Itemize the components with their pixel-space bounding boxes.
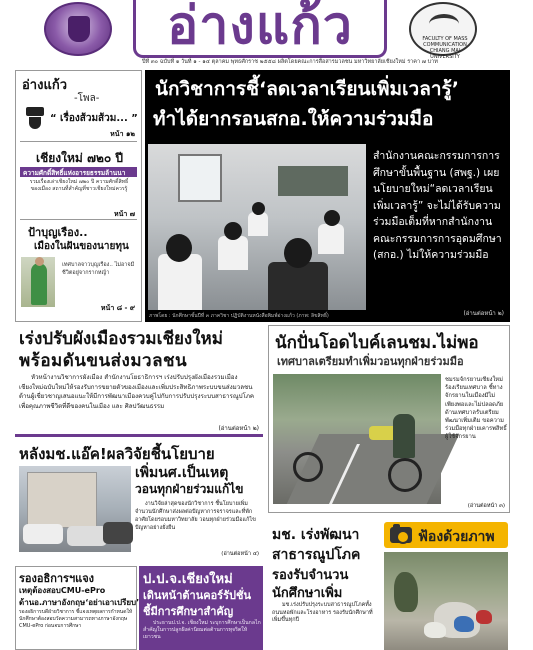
continued-link[interactable]: (อ่านต่อหน้า ๔) — [221, 551, 259, 557]
story-headline[interactable]: นักปั่นโอดไบค์เลนชม.ไม่พอ — [275, 333, 479, 353]
continued-link[interactable]: (อ่านต่อหน้า ๒) — [463, 310, 504, 317]
lead-headline-2[interactable]: ทำได้ยากรอนสกอ.ให้ความร่วมมือ — [153, 108, 434, 130]
story-subheadline: เทศบาลเตรียมทำเพิ่มวอนทุกฝ่ายร่วมมือ — [277, 355, 464, 368]
story-cmu-epro — [15, 566, 140, 650]
story-headline-2[interactable]: พร้อมดันขนส่งมวลชน — [19, 351, 188, 371]
story-headline-2[interactable]: เดินหน้าต้านคอร์รัปชั่น — [143, 589, 251, 602]
story-body: หัวหน้างานวิชาการผังเมือง สำนักงานโยธาธิการฯ เร่งปรับปรุงผังเมืองรวมเมืองเชียงใหม่ฉบับใหม่ให้รองรับการขยายตัวของเมืองและเพิ่มประสิทธิภาพระบบขนส่งมวลชน ด้านผู้เชี่ยวชาญเสนอแนะให้มีการพัฒนาเมืองควบคู่ไปกับการปรับปรุงระบบสาธารณูปโภคเพื่อคุณภาพชีวิตที่ดีของคนในเมือง และ ศิลปวัฒนธรรม — [19, 374, 255, 410]
teaser-subheadline: เมืองในฝันของนายทุน — [34, 241, 129, 252]
bike-lane-photo — [273, 374, 441, 504]
divider — [20, 219, 137, 220]
story-infrastructure — [268, 520, 380, 650]
teaser-headline[interactable]: ป้าบุญเรือง.. — [28, 226, 88, 239]
page-ref: หน้า ๗ — [113, 210, 135, 218]
camera-icon — [390, 527, 412, 543]
divider — [20, 141, 137, 142]
story-headline[interactable]: ป.ป.จ.เชียงใหม่ — [143, 572, 233, 587]
masthead — [0, 0, 533, 66]
story-body: ชมรมจักรยานเชียงใหม่ ร้องเรียนเทศบาล ชี้ทางจักรยานในเมืองมีไม่เพียงพอและไม่ปลอดภัย ด้านเทศบาลรับเตรียมพัฒนาเพิ่มเติม ขอความร่วมมือทุกฝ่ายเคารพสิทธิ์ผู้ใช้จักรยาน — [445, 377, 507, 441]
classroom-photo — [148, 144, 366, 310]
teaser-bar-text: ความศักดิ์สิทธิ์แห่งอารยธรรมล้านนา — [23, 169, 126, 177]
lead-headline[interactable]: นักวิชาการชี้‘ลดเวลาเรียนเพิ่มเวลารู้’ — [155, 78, 459, 100]
teaser-headline[interactable]: เชียงใหม่ ๗๒๐ ปี — [36, 151, 124, 165]
teaser-photo — [21, 257, 55, 307]
toilet-icon — [26, 107, 44, 129]
university-seal-icon — [44, 2, 112, 56]
faculty-logo-text: FACULTY OF MASS COMMUNICATION CHIANG MAI UNIVERSITY — [422, 36, 468, 60]
teaser-text: รวมเรื่องเล่าเชียงใหม่ ๗๒๐ ปี ความศักดิ์สิทธิ์ของเมือง สถานที่สำคัญที่ชาวเชียงใหม่ควรรู้ — [29, 179, 129, 192]
story-headline-4[interactable]: นักศึกษาเพิ่ม — [272, 586, 343, 601]
lead-summary: สำนักงานคณะกรรมการการศึกษาขั้นพื้นฐาน (สพฐ.) เผยนโยบายใหม่“ลดเวลาเรียน เพิ่มเวลารู้” จะไม่ได้รับความร่วมมือเต็มที่หากสำนักงานคณะกรรมการการอุดมศึกษา (สกอ.) ไม่ให้ความร่วมมือ — [373, 150, 502, 261]
story-headline-2[interactable]: สาธารณูปโภค — [272, 547, 361, 563]
story-headline-3[interactable]: ด้านอ.ภาษาอังกฤษ‘อย่าเอาเปรียบ’ — [19, 598, 140, 607]
story-headline[interactable]: เร่งปรับผังเมืองรวมเชียงใหม่ — [19, 329, 223, 349]
teaser-bar — [20, 167, 137, 177]
photo-caption: ภาพโดย : นักศึกษาชั้นปีที่ ๓ ภาควิชา ปฏิบัติงานหนังสือพิมพ์อ่างแก้ว (ภาพ: ลิขสิทธิ์) — [149, 313, 329, 319]
sidebar-index — [15, 70, 142, 322]
parked-cars-photo — [19, 466, 131, 552]
teaser-text: เทศบาลจาวบุญเรือง.. ไม่อาจมีชีวิตอยู่จากรากหญ้า — [62, 262, 135, 276]
newspaper-title: อ่างแก้ว — [166, 0, 354, 56]
lead-story — [145, 70, 510, 322]
sidebar-head: อ่างแก้ว — [22, 78, 68, 93]
story-headline[interactable]: รองอธิการฯแจง — [19, 572, 95, 585]
story-headline-3[interactable]: รองรับจำนวน — [272, 568, 349, 583]
story-body: รองอธิการบดีฝ่ายวิชาการ ชี้แจงเหตุผลการกำหนดให้นักศึกษาต้องสอบวัดความสามารถทางภาษาอังกฤษ CMU-ePro ก่อนจบการศึกษา — [19, 609, 133, 629]
sidebar-sub: -โพล- — [74, 93, 100, 104]
newspaper-title-box — [133, 0, 387, 58]
story-headline-3[interactable]: ชี้มีการศึกษาสำคัญ — [143, 605, 234, 618]
story-headline[interactable]: มช. เร่งพัฒนา — [272, 527, 360, 543]
story-anti-corruption — [139, 566, 263, 650]
issue-line: ปีที่ ๓๐ ฉบับที่ ๑ วันที่ ๑ - ๑๔ ตุลาคม พุทธศักราช ๒๕๕๘ ผลิตโดยคณะการสื่อสารมวลชน มหาวิทยาลัยเชียงใหม่ ราคา ๗ บาท — [142, 59, 438, 65]
story-body: มช.เร่งปรับปรุงระบบสาธารณูปโภคทั้งถนนหอพักและโรงอาหาร รองรับนักศึกษาที่เพิ่มขึ้นทุกปี — [272, 602, 373, 623]
continued-link[interactable]: (อ่านต่อหน้า ๓) — [467, 503, 505, 509]
story-headline-2[interactable]: เพิ่มนศ.เป็นเหตุ — [135, 465, 229, 481]
story-headline[interactable]: หลังมช.แอ๊ค!ผลวิจัยชี้นโยบาย — [19, 445, 215, 463]
faculty-logo-icon — [409, 2, 477, 60]
photo-feature-label: ฟ้องด้วยภาพ — [418, 529, 495, 545]
page-ref: หน้า ๘ - ๙ — [100, 304, 135, 312]
poll-teaser[interactable]: “ เรื่องส้วมส้วม... ” — [50, 113, 138, 124]
photo-feature-tag — [384, 522, 508, 548]
continued-link[interactable]: (อ่านต่อหน้า ๒) — [218, 425, 259, 432]
story-bike-lane — [268, 325, 510, 513]
photo-feature — [382, 520, 510, 650]
story-city-plan — [15, 325, 263, 431]
story-body: งานวิจัยล่าสุดของนักวิชาการ ชี้นโยบายเพิ่มจำนวนนักศึกษาส่งผลต่อปัญหาการจราจรและที่พักอาศัยโดยรอบมหาวิทยาลัย วอนทุกฝ่ายร่วมมือแก้ไขปัญหาอย่างยั่งยืน — [135, 501, 256, 531]
story-headline-2[interactable]: เหตุต้องสอบCMU-ePro — [19, 586, 106, 595]
divider — [15, 434, 263, 437]
story-headline-3[interactable]: วอนทุกฝ่ายร่วมแก้ไข — [135, 482, 244, 496]
trash-photo — [384, 552, 508, 650]
story-research — [15, 440, 263, 560]
story-body: ประธานป.ป.จ. เชียงใหม่ ระบุการศึกษาเป็นกลไกสำคัญในการปลูกฝังค่านิยมต่อต้านการทุจริตให้เยาวชน — [143, 620, 261, 640]
page-ref: หน้า ๑๒ — [110, 130, 135, 138]
